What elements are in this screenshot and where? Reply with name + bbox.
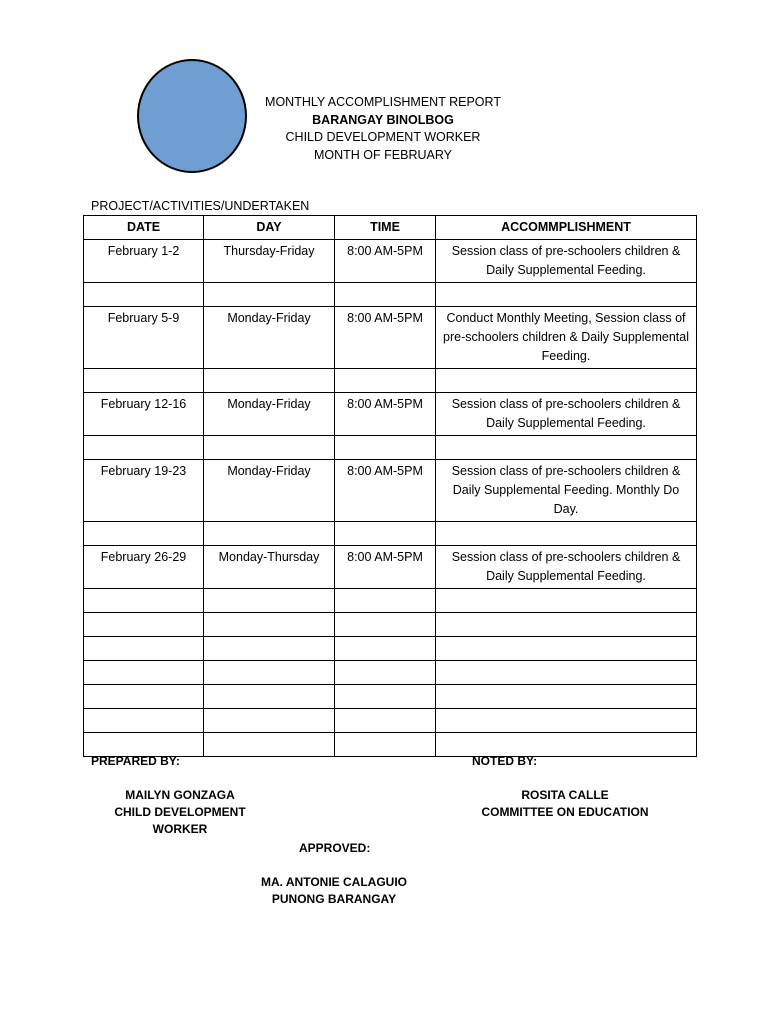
cell-accomplishment <box>436 685 697 709</box>
cell-date <box>84 283 204 307</box>
cell-date: February 1-2 <box>84 240 204 283</box>
cell-date <box>84 613 204 637</box>
cell-date <box>84 637 204 661</box>
cell-time: 8:00 AM-5PM <box>335 240 436 283</box>
barangay-name: BARANGAY BINOLBOG <box>312 112 454 127</box>
prepared-by-label: PREPARED BY: <box>91 754 180 768</box>
cell-accomplishment: Session class of pre-schoolers children & Daily Supplemental Feeding. <box>436 240 697 283</box>
table-row <box>84 369 697 393</box>
cell-accomplishment <box>436 709 697 733</box>
cell-day <box>204 637 335 661</box>
cell-day: Thursday-Friday <box>204 240 335 283</box>
prepared-by-title: CHILD DEVELOPMENT WORKER <box>114 805 246 836</box>
cell-time: 8:00 AM-5PM <box>335 546 436 589</box>
table-row <box>84 393 697 436</box>
cell-date <box>84 436 204 460</box>
table-row <box>84 240 697 283</box>
cell-day <box>204 613 335 637</box>
cell-time: 8:00 AM-5PM <box>335 393 436 436</box>
cell-time <box>335 709 436 733</box>
cell-time <box>335 685 436 709</box>
report-title: MONTHLY ACCOMPLISHMENT REPORT <box>265 95 501 109</box>
cell-day <box>204 522 335 546</box>
cell-date: February 19-23 <box>84 460 204 522</box>
cell-accomplishment: Session class of pre-schoolers children & Daily Supplemental Feeding. <box>436 546 697 589</box>
prepared-by-name: MAILYN GONZAGA <box>125 788 235 802</box>
table-row <box>84 709 697 733</box>
cell-date: February 12-16 <box>84 393 204 436</box>
cell-date: February 26-29 <box>84 546 204 589</box>
cell-time <box>335 436 436 460</box>
table-row <box>84 589 697 613</box>
approved-label: APPROVED: <box>299 841 371 855</box>
table-row <box>84 522 697 546</box>
approved-title: PUNONG BARANGAY <box>271 892 397 906</box>
cell-accomplishment <box>436 637 697 661</box>
report-month: MONTH OF FEBRUARY <box>314 147 452 162</box>
cell-day <box>204 436 335 460</box>
table-row <box>84 436 697 460</box>
cell-date <box>84 589 204 613</box>
cell-day: Monday-Thursday <box>204 546 335 589</box>
accomplishment-table <box>83 215 697 757</box>
cell-date <box>84 661 204 685</box>
table-row <box>84 283 697 307</box>
cell-time: 8:00 AM-5PM <box>335 307 436 369</box>
table-row <box>84 685 697 709</box>
noted-by-title: COMMITTEE ON EDUCATION <box>481 805 649 819</box>
cell-day <box>204 369 335 393</box>
section-label: PROJECT/ACTIVITIES/UNDERTAKEN <box>91 199 310 213</box>
cell-day <box>204 661 335 685</box>
cell-accomplishment: Session class of pre-schoolers children & Daily Supplemental Feeding. <box>436 393 697 436</box>
report-header <box>258 94 508 164</box>
cell-day <box>204 685 335 709</box>
approved-block <box>244 874 424 908</box>
cell-time <box>335 733 436 757</box>
cell-day: Monday-Friday <box>204 393 335 436</box>
cell-day: Monday-Friday <box>204 307 335 369</box>
cell-accomplishment: Session class of pre-schoolers children & Daily Supplemental Feeding. Monthly Do Day. <box>436 460 697 522</box>
cell-day: Monday-Friday <box>204 460 335 522</box>
cell-date <box>84 522 204 546</box>
cell-accomplishment <box>436 369 697 393</box>
cell-accomplishment <box>436 589 697 613</box>
cell-time <box>335 522 436 546</box>
cell-day <box>204 733 335 757</box>
cell-time: 8:00 AM-5PM <box>335 460 436 522</box>
table-row <box>84 637 697 661</box>
table-row <box>84 307 697 369</box>
cell-time <box>335 637 436 661</box>
prepared-by-block <box>90 787 270 838</box>
noted-by-block <box>475 787 655 821</box>
cell-date <box>84 709 204 733</box>
table-body <box>84 240 697 757</box>
column-header-date: DATE <box>84 216 204 240</box>
table-row <box>84 546 697 589</box>
cell-time <box>335 661 436 685</box>
column-header-day: DAY <box>204 216 335 240</box>
table-row <box>84 460 697 522</box>
worker-role: CHILD DEVELOPMENT WORKER <box>285 130 481 144</box>
column-header-accomplishment: ACCOMMPLISHMENT <box>436 216 697 240</box>
column-header-time: TIME <box>335 216 436 240</box>
table-row <box>84 613 697 637</box>
cell-accomplishment <box>436 522 697 546</box>
cell-time <box>335 589 436 613</box>
approved-name: MA. ANTONIE CALAGUIO <box>261 875 407 889</box>
cell-date <box>84 685 204 709</box>
cell-time <box>335 283 436 307</box>
cell-day <box>204 283 335 307</box>
cell-time <box>335 613 436 637</box>
cell-date <box>84 369 204 393</box>
noted-by-name: ROSITA CALLE <box>521 788 609 802</box>
cell-accomplishment <box>436 436 697 460</box>
cell-time <box>335 369 436 393</box>
cell-accomplishment <box>436 283 697 307</box>
cell-date: February 5-9 <box>84 307 204 369</box>
cell-day <box>204 589 335 613</box>
table-header-row <box>84 216 697 240</box>
cell-day <box>204 709 335 733</box>
cell-accomplishment <box>436 613 697 637</box>
cell-accomplishment <box>436 661 697 685</box>
table-row <box>84 661 697 685</box>
noted-by-label: NOTED BY: <box>472 754 538 768</box>
cell-accomplishment: Conduct Monthly Meeting, Session class of pre-schoolers children & Daily Supplemental Feeding. <box>436 307 697 369</box>
barangay-logo-circle <box>137 59 247 173</box>
